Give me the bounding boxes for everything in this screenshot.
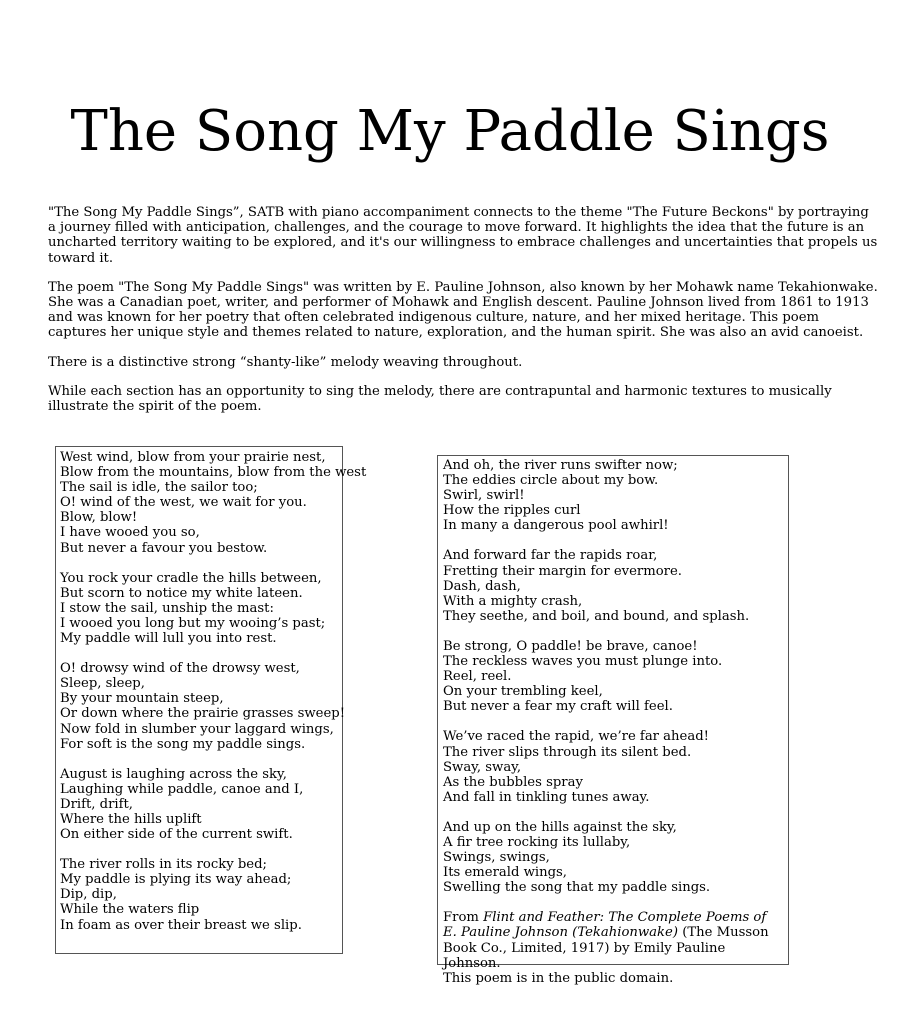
poem-line: With a mighty crash,: [443, 593, 583, 609]
poem-line: The river rolls in its rocky bed;: [60, 857, 267, 873]
poem-line: But never a favour you bestow.: [60, 540, 268, 556]
poem-line: Sleep, sleep,: [60, 676, 145, 692]
poem-line: And up on the hills against the sky,: [443, 819, 677, 835]
poem-stanza: [443, 639, 783, 714]
credit-book-author: E. Pauline Johnson (Tekahionwake): [443, 925, 678, 941]
poem-line: And fall in tinkling tunes away.: [443, 789, 650, 805]
credit-publisher-line: Book Co., Limited, 1917) by Emily Pauline Johnson.: [443, 940, 726, 971]
poem-line: O! drowsy wind of the drowsy west,: [60, 661, 300, 677]
poem-line: Be strong, O paddle! be brave, canoe!: [443, 638, 698, 654]
poem-stanzas-right: [443, 458, 783, 895]
poem-line: The river slips through its silent bed.: [443, 744, 692, 760]
poem-line: Blow, blow!: [60, 510, 138, 526]
poem-stanza: [443, 548, 783, 623]
intro-paragraph: "The Song My Paddle Sings”, SATB with piano accompaniment connects to the theme "The Future Beckons" by portraying a journey filled with anticipation, challenges, and the courage to move forward. It highlights the idea that the future is an uncharted territory waiting to be explored, and it's our willingness to embrace challenges and uncertainties that propels us toward it.: [48, 205, 878, 266]
poem-line: You rock your cradle the hills between,: [60, 570, 322, 586]
poem-line: Swirl, swirl!: [443, 488, 525, 504]
poem-credit: [443, 910, 783, 985]
poem-line: How the ripples curl: [443, 503, 581, 519]
poem-line: On either side of the current swift.: [60, 827, 293, 843]
poem-line: And oh, the river runs swifter now;: [443, 458, 678, 473]
poem-line: Swings, swings,: [443, 850, 550, 866]
poem-line: As the bubbles spray: [443, 774, 583, 790]
poem-line: Dash, dash,: [443, 578, 521, 594]
poem-line: A fir tree rocking its lullaby,: [443, 834, 631, 850]
credit-prefix: From: [443, 910, 484, 926]
poem-line: Laughing while paddle, canoe and I,: [60, 781, 304, 797]
poem-line: Fretting their margin for evermore.: [443, 563, 682, 579]
poem-line: Now fold in slumber your laggard wings,: [60, 721, 334, 737]
poem-stanza: [443, 729, 783, 804]
poem-stanza: [443, 820, 783, 895]
intro-text: [48, 205, 878, 428]
poem-line: For soft is the song my paddle sings.: [60, 736, 306, 752]
poem-line: But scorn to notice my white lateen.: [60, 585, 303, 601]
poem-line: Blow from the mountains, blow from the west: [60, 465, 367, 481]
poem-stanza: [443, 458, 783, 533]
poem-line: In foam as over their breast we slip.: [60, 917, 302, 933]
poem-stanza: [60, 571, 338, 646]
poem-line: But never a fear my craft will feel.: [443, 699, 673, 715]
poem-line: While the waters flip: [60, 902, 200, 918]
poem-line: Sway, sway,: [443, 759, 522, 775]
poem-line: Or down where the prairie grasses sweep!: [60, 706, 345, 722]
poem-line: Reel, reel.: [443, 669, 512, 685]
intro-paragraph: While each section has an opportunity to sing the melody, there are contrapuntal and harmonic textures to musically illustrate the spirit of the poem.: [48, 383, 832, 415]
poem-box-right: [437, 455, 789, 986]
intro-paragraph: There is a distinctive strong “shanty-like” melody weaving throughout.: [48, 354, 523, 370]
poem-line: We’ve raced the rapid, we’re far ahead!: [443, 729, 709, 745]
poem-stanza: [60, 767, 338, 842]
poem-line: By your mountain steep,: [60, 691, 224, 707]
credit-publisher: (The Musson: [678, 925, 769, 941]
poem-line: O! wind of the west, we wait for you.: [60, 495, 307, 511]
poem-line: August is laughing across the sky,: [60, 766, 287, 782]
poem-line: My paddle will lull you into rest.: [60, 631, 277, 647]
poem-line: Where the hills uplift: [60, 811, 202, 827]
poem-line: I wooed you long but my wooing’s past;: [60, 615, 326, 631]
poem-line: The sail is idle, the sailor too;: [60, 480, 258, 496]
poem-line: And forward far the rapids roar,: [443, 548, 658, 564]
poem-line: In many a dangerous pool awhirl!: [443, 518, 669, 534]
poem-line: On your trembling keel,: [443, 684, 603, 700]
poem-stanza: [60, 450, 367, 556]
poem-box-left: [55, 446, 367, 954]
poem-stanza: [60, 857, 338, 932]
poem-line: I have wooed you so,: [60, 525, 200, 541]
poem-line: My paddle is plying its way ahead;: [60, 872, 292, 888]
credit-public-domain: This poem is in the public domain.: [443, 970, 674, 986]
page-title: The Song My Paddle Sings: [70, 99, 830, 164]
poem-stanza: [60, 661, 345, 752]
intro-paragraph: The poem "The Song My Paddle Sings" was written by E. Pauline Johnson, also known by her Mohawk name Tekahionwake. She was a Canadian poet, writer, and performer of Mohawk and English descent. Pauline Johnson lived from 1861 to 1913 and was known for her poetry that often celebrated indigenous culture, nature, and her mixed heritage. This poem captures her unique style and themes related to nature, exploration, and the human spirit. She was also an avid canoeist.: [48, 279, 878, 341]
poem-line: Its emerald wings,: [443, 865, 567, 881]
poem-line: West wind, blow from your prairie nest,: [60, 450, 326, 465]
poem-line: Drift, drift,: [60, 796, 133, 812]
poem-line: Swelling the song that my paddle sings.: [443, 880, 711, 896]
poem-line: I stow the sail, unship the mast:: [60, 600, 274, 616]
credit-book-title: Flint and Feather: The Complete Poems of: [483, 910, 767, 926]
poem-line: Dip, dip,: [60, 887, 117, 903]
poem-line: The eddies circle about my bow.: [443, 473, 659, 489]
poem-line: The reckless waves you must plunge into.: [443, 654, 723, 670]
poem-line: They seethe, and boil, and bound, and splash.: [443, 608, 750, 624]
